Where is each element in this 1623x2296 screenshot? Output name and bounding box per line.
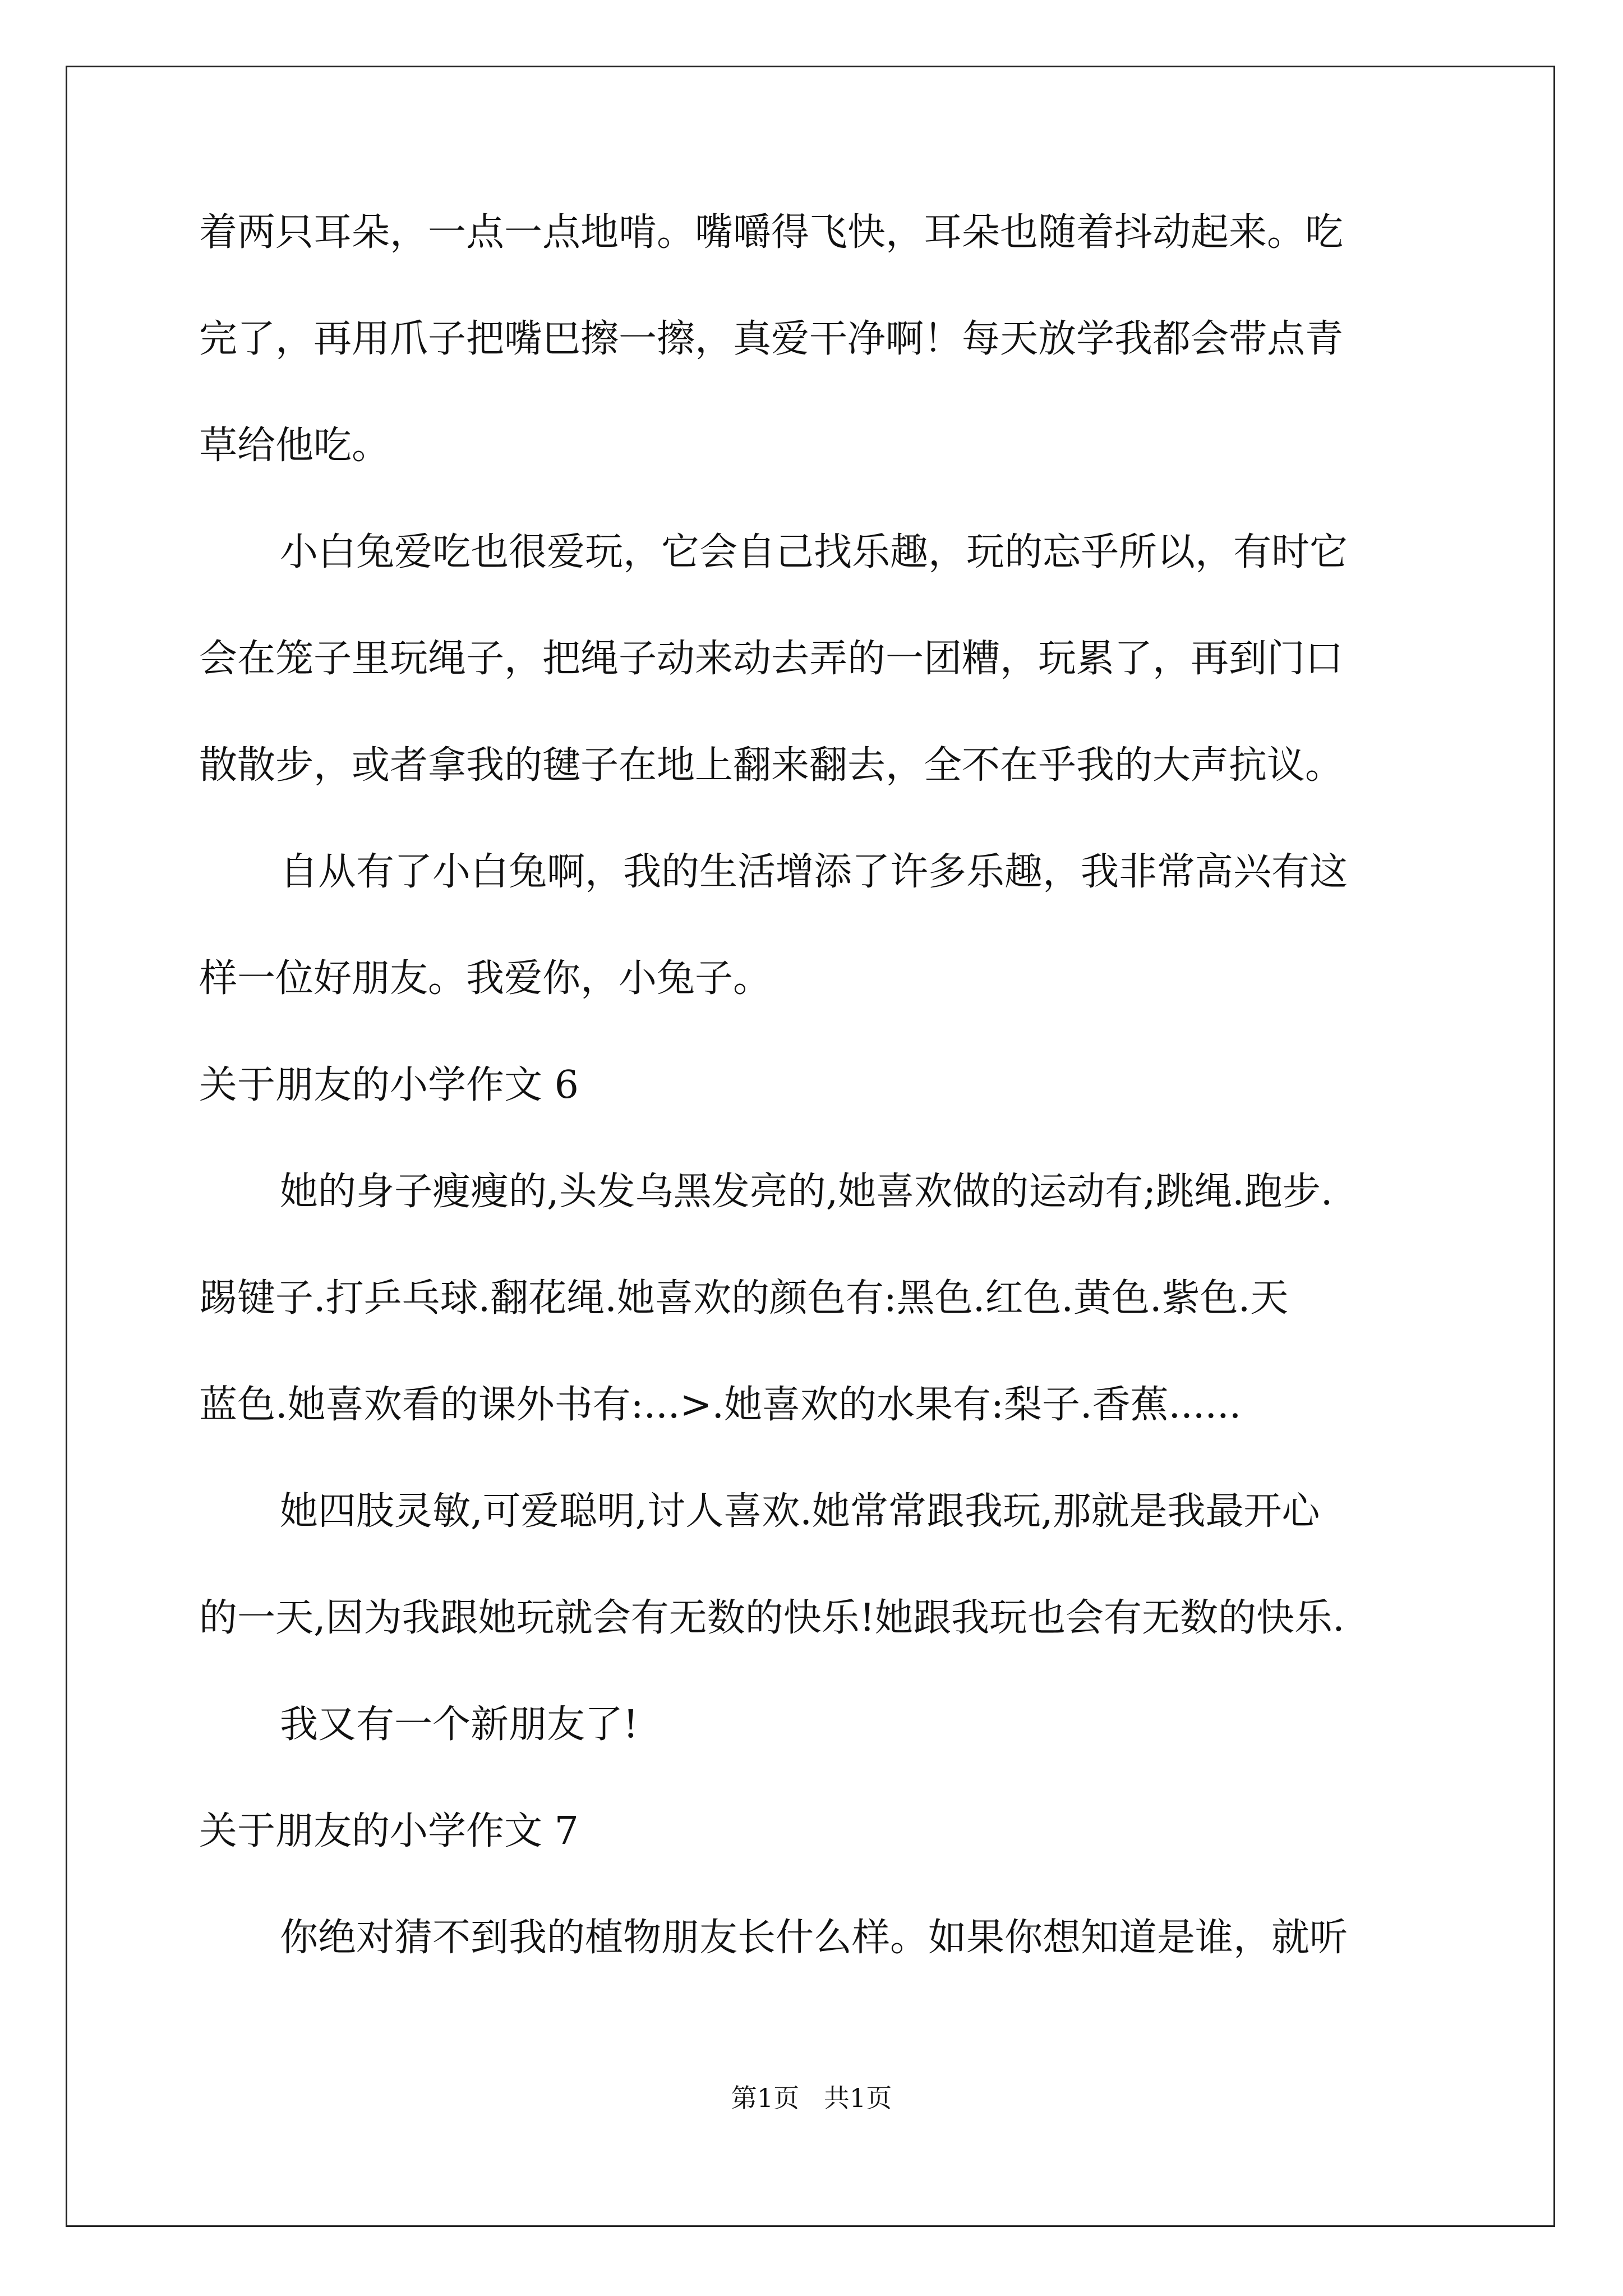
section-heading: 关于朋友的小学作文 7 [199, 1809, 579, 1853]
text-line: 蓝色.她喜欢看的课外书有:...>.她喜欢的水果有:梨子.香蕉...... [199, 1383, 1242, 1427]
text-line: 草给他吃。 [199, 424, 390, 468]
page-footer: 第1页 共1页 [731, 2083, 892, 2113]
paragraph-start: 小白兔爱吃也很爱玩，它会自己找乐趣，玩的忘乎所以，有时它 [280, 530, 1348, 574]
text-line: 着两只耳朵，一点一点地啃。嘴嚼得飞快，耳朵也随着抖动起来。吃 [199, 210, 1344, 255]
paragraph-start: 我又有一个新朋友了! [280, 1703, 639, 1747]
text-line: 散散步，或者拿我的毽子在地上翻来翻去，全不在乎我的大声抗议。 [199, 743, 1344, 788]
section-heading: 关于朋友的小学作文 6 [199, 1063, 579, 1107]
text-line: 完了，再用爪子把嘴巴擦一擦，真爱干净啊！每天放学我都会带点青 [199, 317, 1344, 361]
paragraph-start: 你绝对猜不到我的植物朋友长什么样。如果你想知道是谁，就听 [280, 1916, 1348, 1960]
page-border [66, 66, 1555, 2227]
text-line: 会在笼子里玩绳子，把绳子动来动去弄的一团糟，玩累了，再到门口 [199, 637, 1344, 681]
text-line: 踢键子.打乒乓球.翻花绳.她喜欢的颜色有:黑色.红色.黄色.紫色.天 [199, 1276, 1289, 1320]
paragraph-start: 自从有了小白兔啊，我的生活增添了许多乐趣，我非常高兴有这 [280, 850, 1348, 894]
text-line: 的一天,因为我跟她玩就会有无数的快乐!她跟我玩也会有无数的快乐. [199, 1596, 1345, 1640]
text-line: 样一位好朋友。我爱你，小兔子。 [199, 956, 772, 1001]
paragraph-start: 她四肢灵敏,可爱聪明,讨人喜欢.她常常跟我玩,那就是我最开心 [280, 1489, 1320, 1534]
paragraph-start: 她的身子瘦瘦的,头发乌黑发亮的,她喜欢做的运动有;跳绳.跑步. [280, 1170, 1333, 1214]
